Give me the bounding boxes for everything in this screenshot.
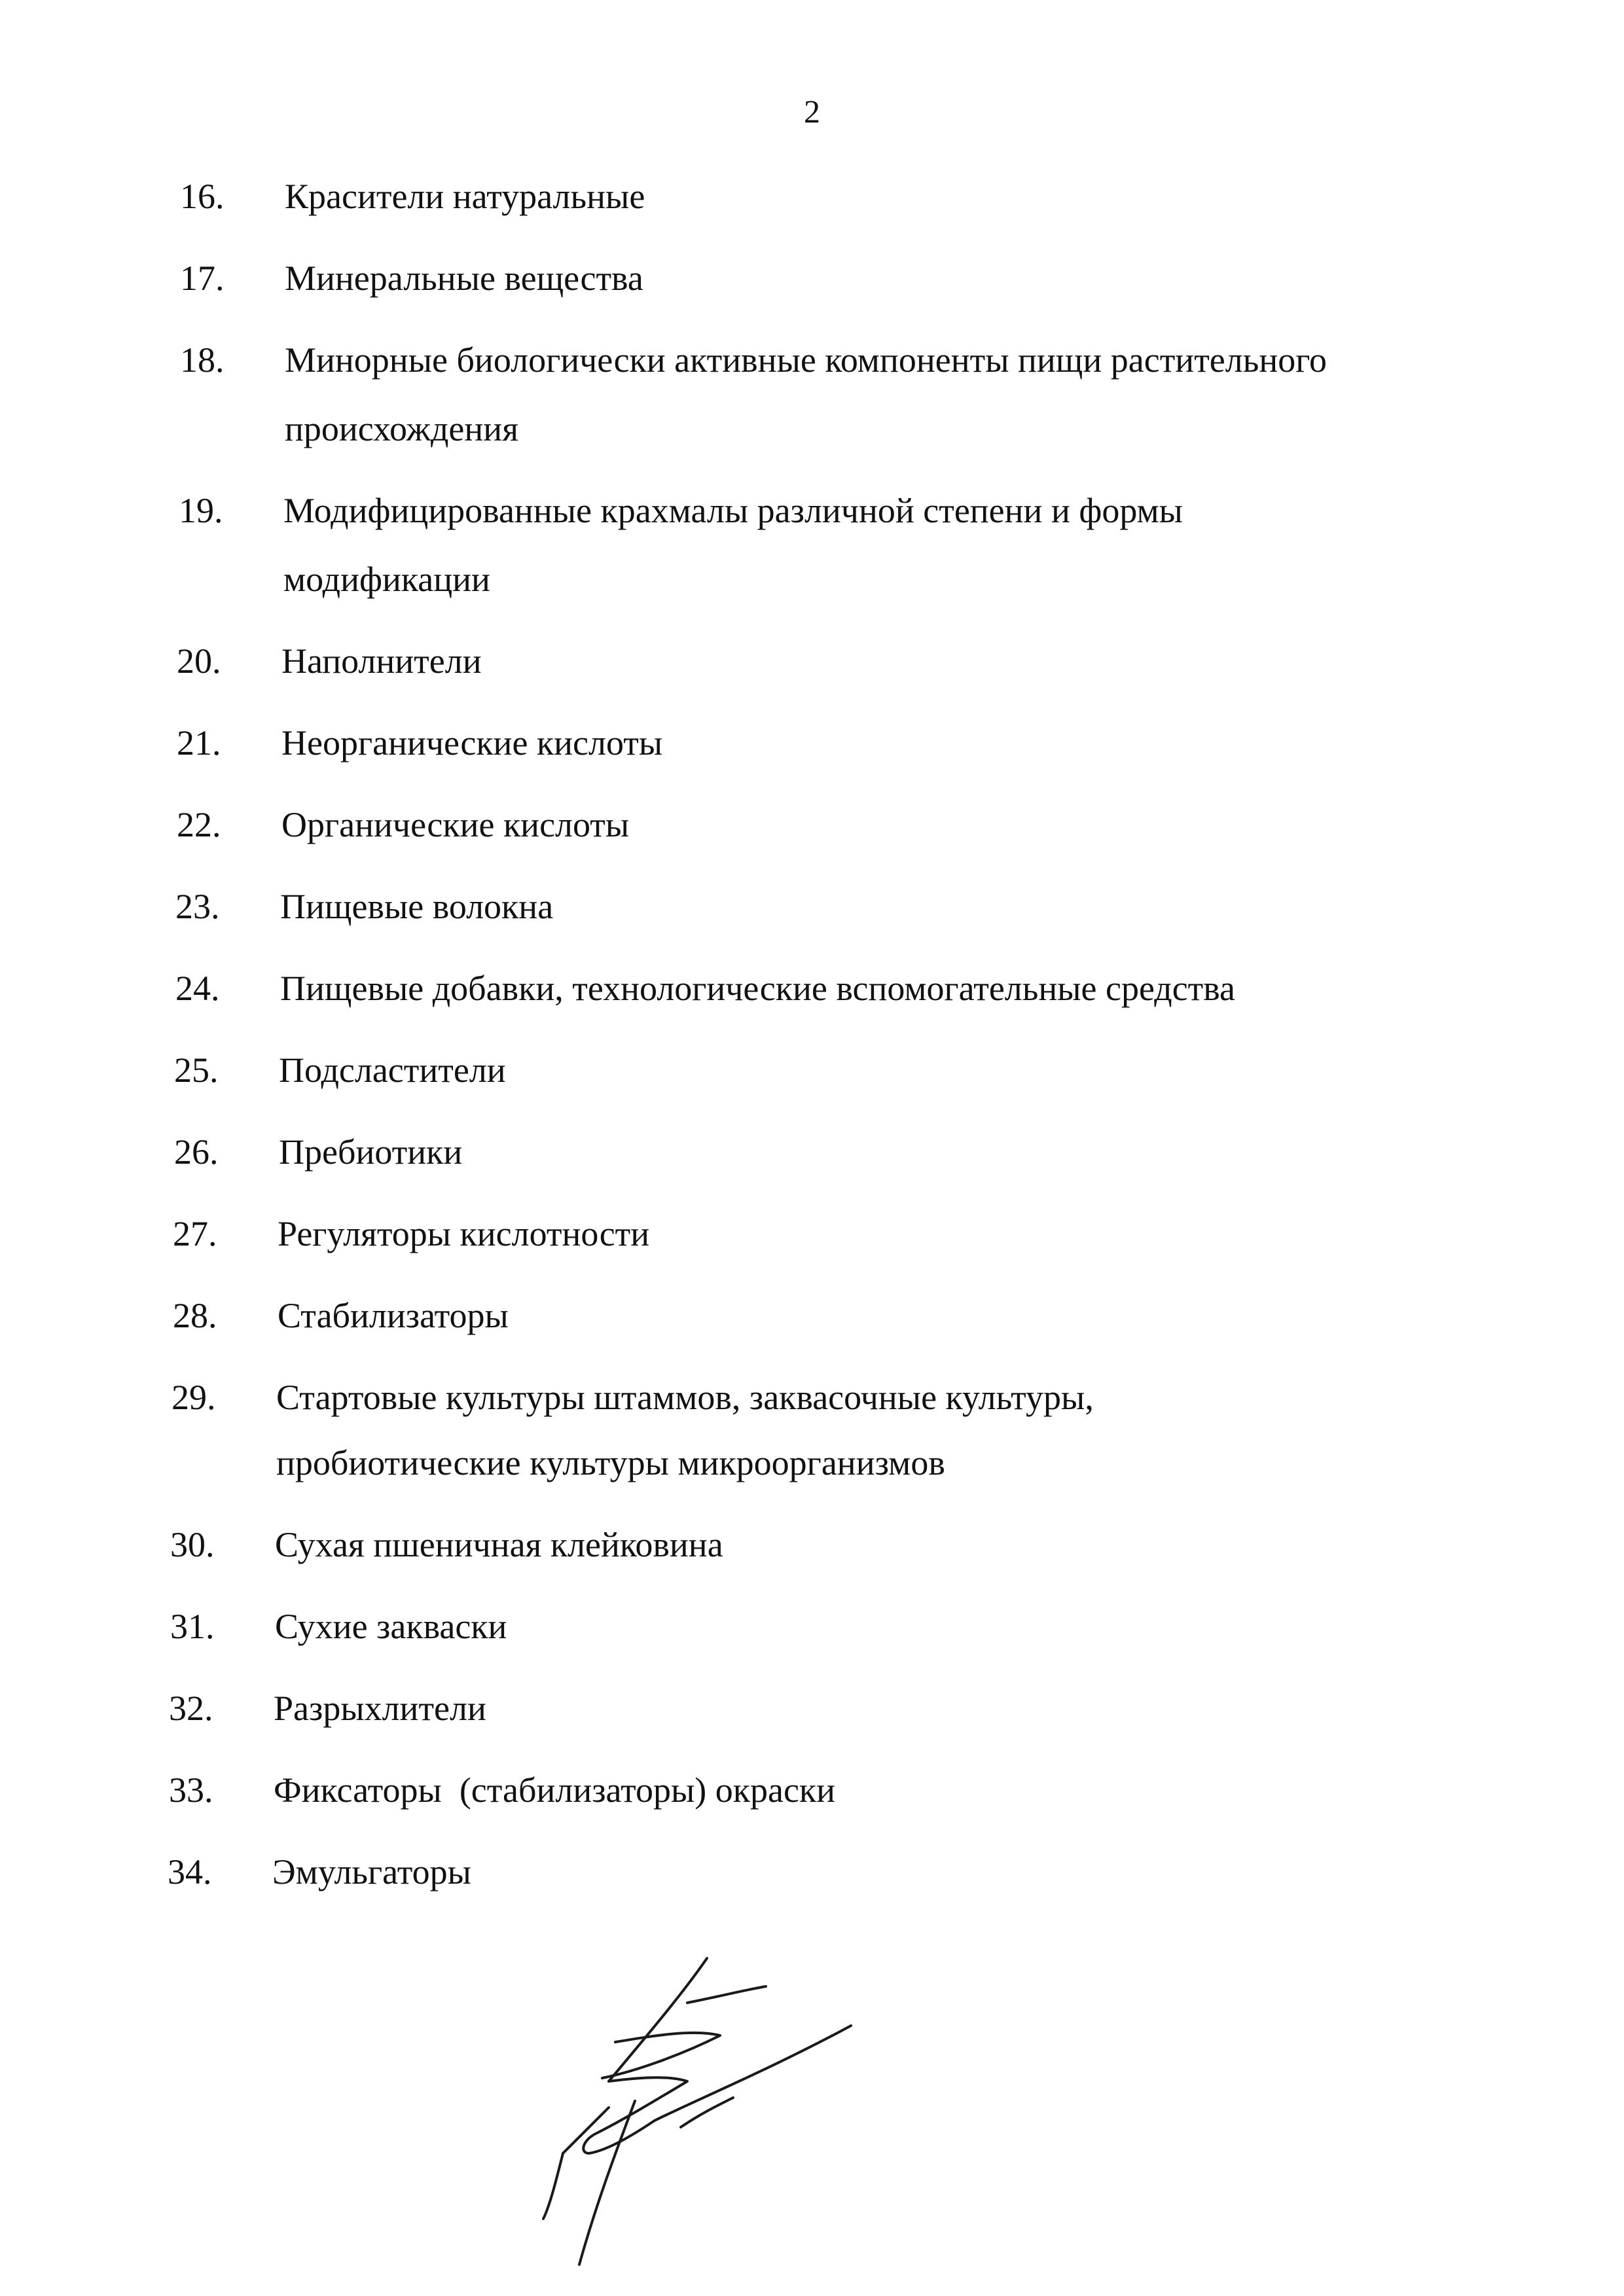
item-number: 24.	[175, 969, 220, 1008]
item-text: Модифицированные крахмалы различной степени и формы	[283, 491, 1183, 530]
item-text: Органические кислоты	[281, 805, 630, 844]
item-text: Подсластители	[279, 1050, 506, 1090]
signature-stroke	[687, 1986, 766, 2003]
item-number: 29.	[171, 1378, 216, 1417]
item-number: 17.	[180, 259, 225, 298]
item-number: 19.	[179, 491, 223, 530]
item-text: Красители натуральные	[285, 177, 645, 216]
item-number: 21.	[177, 723, 221, 762]
item-number: 34.	[168, 1852, 212, 1892]
item-text: Сухая пшеничная клейковина	[275, 1525, 723, 1564]
item-number: 23.	[175, 887, 220, 926]
item-text: Наполнители	[281, 641, 482, 681]
item-text: Пребиотики	[279, 1132, 463, 1172]
item-text-continuation: происхождения	[285, 409, 519, 448]
page-number: 2	[804, 93, 820, 130]
signature-stroke	[655, 2026, 851, 2121]
item-text: Регуляторы кислотности	[278, 1214, 650, 1253]
item-text: Фиксаторы (стабилизаторы) окраски	[274, 1770, 836, 1810]
signature-stroke	[602, 2033, 720, 2078]
item-text: Пищевые волокна	[280, 887, 554, 926]
item-text: Минорные биологически активные компоненты пищи растительного	[285, 340, 1327, 380]
item-text: Минеральные вещества	[285, 259, 643, 298]
item-number: 26.	[174, 1132, 219, 1172]
item-number: 31.	[170, 1607, 215, 1646]
item-text: Неорганические кислоты	[281, 723, 663, 762]
signature-stroke	[681, 2098, 733, 2127]
item-number: 18.	[180, 340, 225, 380]
item-number: 16.	[180, 177, 225, 216]
item-text: Эмульгаторы	[272, 1852, 471, 1892]
item-text: Разрыхлители	[274, 1689, 486, 1728]
signature-mark	[524, 1957, 890, 2271]
item-number: 25.	[174, 1050, 219, 1090]
item-text: Стабилизаторы	[278, 1296, 509, 1335]
item-text: Сухие закваски	[275, 1607, 507, 1646]
item-number: 32.	[169, 1689, 213, 1728]
item-number: 30.	[170, 1525, 215, 1564]
item-text-continuation: пробиотические культуры микроорганизмов	[276, 1443, 945, 1482]
item-text: Пищевые добавки, технологические вспомогательные средства	[280, 969, 1236, 1008]
item-number: 20.	[177, 641, 221, 681]
signature-stroke	[579, 2101, 635, 2265]
item-text: Стартовые культуры штаммов, заквасочные культуры,	[276, 1378, 1094, 1417]
item-number: 28.	[173, 1296, 217, 1335]
item-text-continuation: модификации	[283, 560, 490, 599]
signature-stroke	[543, 2153, 563, 2219]
item-number: 27.	[173, 1214, 217, 1253]
item-number: 22.	[177, 805, 221, 844]
item-number: 33.	[169, 1770, 213, 1810]
